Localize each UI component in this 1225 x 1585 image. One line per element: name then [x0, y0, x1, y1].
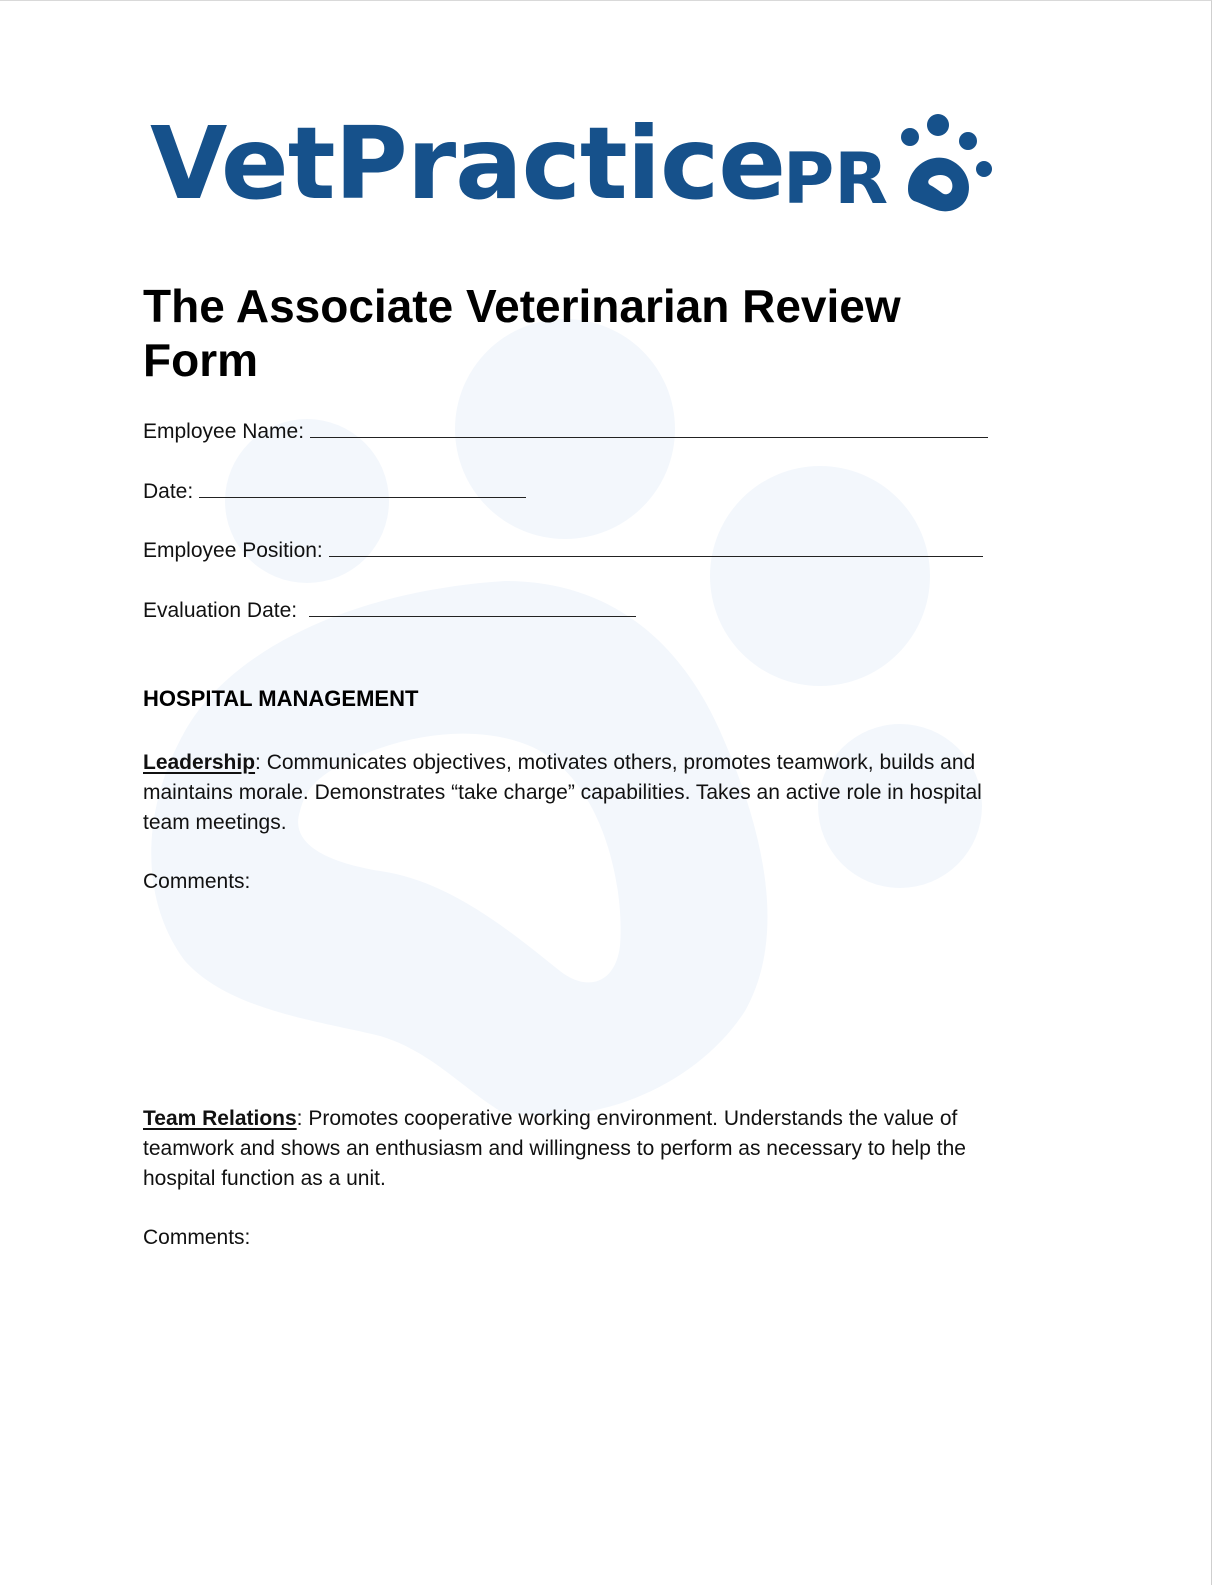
criterion-team-relations [143, 1104, 1003, 1194]
employee-position-label: Employee Position: [143, 539, 323, 562]
criterion-description: : Promotes cooperative working environment. Understands the value of teamwork and shows an enthusiasm and willingness to perform as necessary to help the hospital function as a unit. [143, 1107, 966, 1190]
logo-wordmark: VetPractice [150, 105, 786, 222]
date-field [143, 477, 526, 505]
page-title: The Associate Veterinarian Review Form [143, 280, 901, 386]
date-blank[interactable] [199, 477, 526, 498]
evaluation-date-label: Evaluation Date: [143, 599, 298, 622]
employee-position-blank[interactable] [329, 536, 983, 557]
date-label: Date: [143, 480, 194, 503]
paw-print-icon [890, 111, 996, 215]
criterion-description: : Communicates objectives, motivates others, promotes teamwork, builds and maintains morale. Demonstrates “take charge” capabilities. Takes an active role in hospital team meetings. [143, 751, 982, 834]
employee-name-blank[interactable] [310, 417, 988, 438]
comments-label: Comments: [143, 1226, 251, 1249]
criterion-leadership [143, 748, 1003, 838]
vetpracticepro-logo [150, 105, 1010, 222]
employee-position-field [143, 536, 983, 564]
criterion-term: Team Relations [143, 1107, 297, 1130]
evaluation-date-blank[interactable] [309, 596, 636, 617]
section-heading: HOSPITAL MANAGEMENT [143, 686, 419, 711]
logo-pro-text: PR [783, 138, 889, 220]
criterion-term: Leadership [143, 751, 256, 774]
evaluation-date-field [143, 596, 636, 624]
comments-label: Comments: [143, 870, 251, 893]
employee-name-field [143, 417, 988, 445]
employee-name-label: Employee Name: [143, 420, 305, 443]
